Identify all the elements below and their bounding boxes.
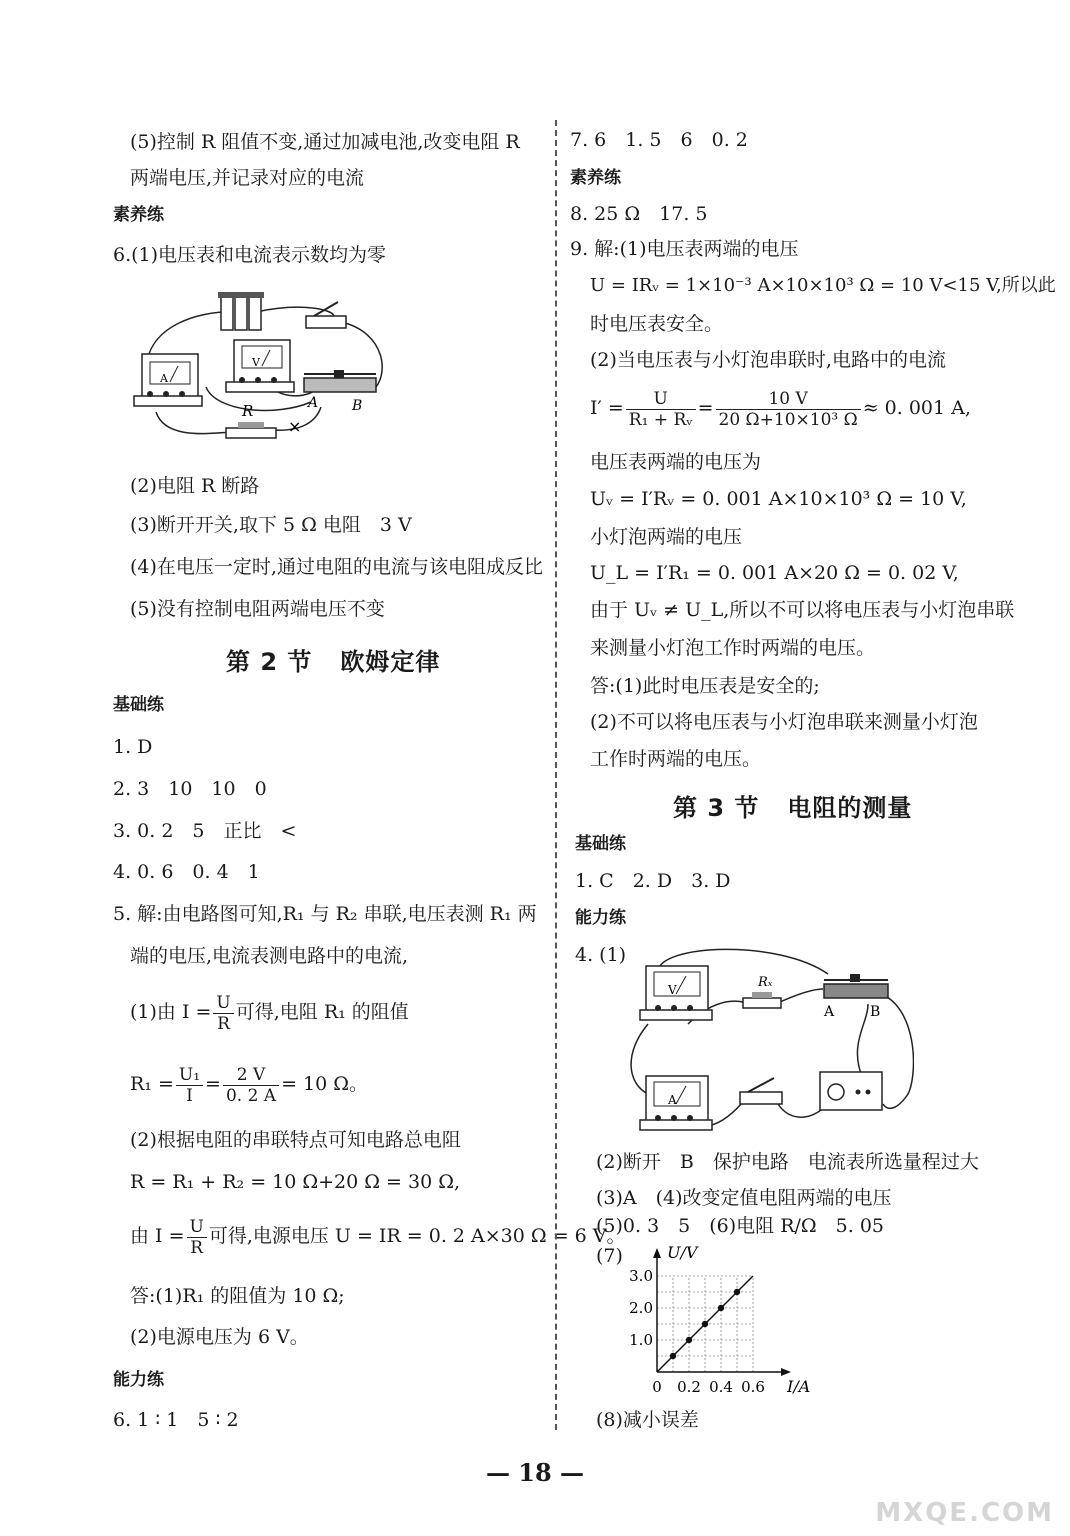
ammeter-icon — [134, 354, 202, 406]
fraction-10v-over-sum: $\frac{10 V}{\text{20 Ω+10×10³ Ω}}$ — [716, 389, 861, 430]
formula-suffix: = 10 Ω。 — [281, 1073, 369, 1095]
answer-q5-line-b: 端的电压,电流表测电路中的电流, — [130, 945, 409, 967]
voltmeter-label: V — [252, 356, 260, 369]
rheostat-b-label: B — [352, 398, 363, 414]
answer-q9-line-l: 答:(1)此时电压表是安全的; — [590, 675, 820, 697]
q6-part4: (4)在电压一定时,通过电阻的电流与该电阻成反比 — [130, 556, 543, 578]
formula-suffix: ≈ 0. 001 A, — [862, 397, 971, 419]
section-suyang-left: 素养练 — [113, 205, 164, 225]
answer-q9-line-k: 来测量小灯泡工作时两端的电压。 — [590, 637, 876, 659]
answer-q4-part8: (8)减小误差 — [596, 1409, 699, 1431]
fraction-u-over-r1-rv: $\frac{U}{\text{R₁ + Rᵥ}}$ — [626, 389, 696, 430]
chapter-number: 第 3 节 — [673, 794, 760, 822]
chart-x-axis-label: I/A — [787, 1377, 811, 1396]
answer-q5-line-a: 5. 解:由电路图可知,R₁ 与 R₂ 串联,电压表测 R₁ 两 — [113, 903, 537, 925]
section-suyang-right: 素养练 — [570, 168, 621, 188]
rheostat-a-label-2: A — [824, 1004, 835, 1020]
data-point — [686, 1337, 692, 1343]
answer-q5-line-i: (2)电源电压为 6 V。 — [130, 1326, 309, 1348]
ammeter-label-2: A — [668, 1093, 677, 1107]
switch-icon — [740, 1078, 782, 1104]
answer-q5-line-h: 答:(1)R₁ 的阻值为 10 Ω; — [130, 1285, 345, 1307]
ammeter-label: A — [160, 372, 168, 385]
data-point — [702, 1321, 708, 1327]
answer-q5-line-c — [130, 990, 409, 1034]
chapter-title: 欧姆定律 — [340, 648, 441, 676]
answer-q9-line-i: U_L = I′R₁ = 0. 001 A×20 Ω = 0. 02 V, — [590, 562, 959, 584]
voltmeter-icon — [226, 340, 294, 392]
fraction-2v-over-02a: $\frac{2 V}{0. 2 A}$ — [223, 1065, 279, 1106]
answer-q9-line-m: (2)不可以将电压表与小灯泡串联来测量小灯泡 — [590, 711, 978, 733]
section-jichu-right: 基础练 — [575, 834, 626, 854]
y-tick-label: 3.0 — [629, 1267, 653, 1285]
column-divider — [555, 120, 557, 1430]
chapter-title: 电阻的测量 — [787, 794, 913, 822]
answer-q2: 2. 3 10 10 0 — [113, 778, 267, 800]
answer-q1: 1. D — [113, 736, 153, 758]
y-tick-label: 2.0 — [629, 1299, 653, 1317]
x-axis-arrow — [781, 1368, 791, 1376]
answer-q4-part2: (2)断开 B 保护电路 电流表所选量程过大 — [596, 1151, 979, 1173]
formula-suffix: 可得,电源电压 U = IR = 0. 2 A×30 Ω = 6 V。 — [208, 1225, 626, 1247]
power-supply-icon — [820, 1072, 882, 1110]
answer-q5-line-d — [130, 1062, 368, 1106]
answer-q5-line-g — [130, 1214, 626, 1258]
x-tick-label: 0.4 — [709, 1378, 733, 1396]
answer-q9-line-n: 工作时两端的电压。 — [590, 748, 762, 770]
answer-q5-line-f: R = R₁ + R₂ = 10 Ω+20 Ω = 30 Ω, — [130, 1171, 461, 1193]
battery-icon — [218, 292, 264, 330]
section-jichu-left: 基础练 — [113, 695, 164, 715]
fraction-u1-over-i: $\frac{\text{U₁}}{I}$ — [176, 1065, 203, 1106]
answer-q7: 7. 6 1. 5 6 0. 2 — [570, 129, 748, 151]
answer-q9-line-f: 电压表两端的电压为 — [590, 451, 762, 473]
watermark-text: MXQE.COM — [875, 1498, 1054, 1528]
answer-q4-part1: 4. (1) — [575, 944, 627, 966]
formula-prefix: (1)由 I = — [130, 1001, 212, 1023]
chapter-number: 第 2 节 — [226, 648, 313, 676]
page-number: — 18 — — [485, 1458, 585, 1487]
rheostat-icon — [304, 370, 376, 414]
x-tick-label: 0.2 — [677, 1378, 701, 1396]
answer-q1-3: 1. C 2. D 3. D — [575, 870, 731, 892]
answer-q9-line-g: Uᵥ = I′Rᵥ = 0. 001 A×10×10³ Ω = 10 V, — [590, 488, 967, 510]
resistor-rx-icon — [743, 975, 781, 1008]
answer-q4-part3: (3)A (4)改变定值电阻两端的电压 — [596, 1187, 892, 1209]
data-point — [718, 1305, 724, 1311]
data-point — [670, 1353, 676, 1359]
data-point — [734, 1289, 740, 1295]
section-nengli-left: 能力练 — [113, 1370, 164, 1390]
answer-q9-line-d: (2)当电压表与小灯泡串联时,电路中的电流 — [590, 349, 946, 371]
answer-q4-part7: (7) — [596, 1245, 623, 1267]
section-nengli-right: 能力练 — [575, 908, 626, 928]
answer-q9-line-h: 小灯泡两端的电压 — [590, 526, 743, 548]
formula-prefix: 由 I = — [130, 1225, 185, 1247]
q6-part3: (3)断开开关,取下 5 Ω 电阻 3 V — [130, 514, 412, 536]
resistor-icon — [226, 402, 276, 438]
left-q5-line-2: 两端电压,并记录对应的电流 — [130, 167, 365, 189]
switch-icon — [306, 302, 346, 328]
circuit-diagram-2 — [628, 944, 914, 1144]
answer-q9-line-c: 时电压表安全。 — [590, 313, 724, 335]
equals-sign: = — [697, 397, 714, 419]
answer-q9-line-j: 由于 Uᵥ ≠ U_L,所以不可以将电压表与小灯泡串联 — [590, 599, 1015, 621]
answer-q9-line-b: U = IRᵥ = 1×10⁻³ A×10×10³ Ω = 10 V<15 V,所以此 — [590, 275, 1056, 296]
fraction-u-over-r-2: $\frac{U}{R}$ — [187, 1217, 207, 1258]
voltmeter-icon — [640, 966, 712, 1020]
circuit-diagram-1 — [126, 282, 396, 448]
u-i-chart — [615, 1238, 835, 1398]
answer-q6-ability: 6. 1 ∶ 1 5 ∶ 2 — [113, 1409, 239, 1431]
q6-part1: 6.(1)电压表和电流表示数均为零 — [113, 244, 387, 266]
x-tick-label: 0 — [652, 1378, 662, 1396]
rx-label: Rₓ — [758, 975, 773, 990]
chapter-heading-3 — [673, 788, 912, 823]
answer-q3: 3. 0. 2 5 正比 < — [113, 820, 297, 842]
formula-suffix: 可得,电阻 R₁ 的阻值 — [235, 1001, 409, 1023]
answer-q9-line-a: 9. 解:(1)电压表两端的电压 — [570, 238, 799, 260]
q6-part2: (2)电阻 R 断路 — [130, 475, 260, 497]
answer-q4-part5: (5)0. 3 5 (6)电阻 R/Ω 5. 05 — [596, 1215, 885, 1237]
left-q5-line-1: (5)控制 R 阻值不变,通过加减电池,改变电阻 R — [130, 131, 520, 153]
chart-y-axis-label: U/V — [667, 1243, 698, 1262]
answer-q9-line-e — [590, 386, 971, 430]
x-tick-label: 0.6 — [741, 1378, 765, 1396]
y-axis-arrow — [653, 1248, 661, 1258]
answer-q5-line-e: (2)根据电阻的串联特点可知电路总电阻 — [130, 1129, 461, 1151]
cross-mark: × — [288, 417, 302, 436]
chapter-heading-2 — [226, 642, 440, 677]
voltmeter-label-2: V — [668, 983, 677, 997]
rheostat-icon — [823, 974, 888, 1020]
answer-q8: 8. 25 Ω 17. 5 — [570, 203, 708, 225]
y-tick-label: 1.0 — [629, 1331, 653, 1349]
ammeter-icon — [640, 1076, 712, 1130]
formula-prefix: I′ = — [590, 397, 624, 419]
equals-sign: = — [205, 1073, 221, 1095]
fraction-u-over-r: $\frac{U}{R}$ — [213, 993, 233, 1034]
answer-q4: 4. 0. 6 0. 4 1 — [113, 861, 260, 883]
watermark-logo — [875, 1470, 1058, 1530]
rheostat-a-label: A — [308, 395, 319, 411]
formula-prefix: R₁ = — [130, 1073, 174, 1095]
resistor-r-label: R — [242, 402, 254, 420]
rheostat-b-label-2: B — [870, 1004, 881, 1020]
q6-part5: (5)没有控制电阻两端电压不变 — [130, 598, 385, 620]
